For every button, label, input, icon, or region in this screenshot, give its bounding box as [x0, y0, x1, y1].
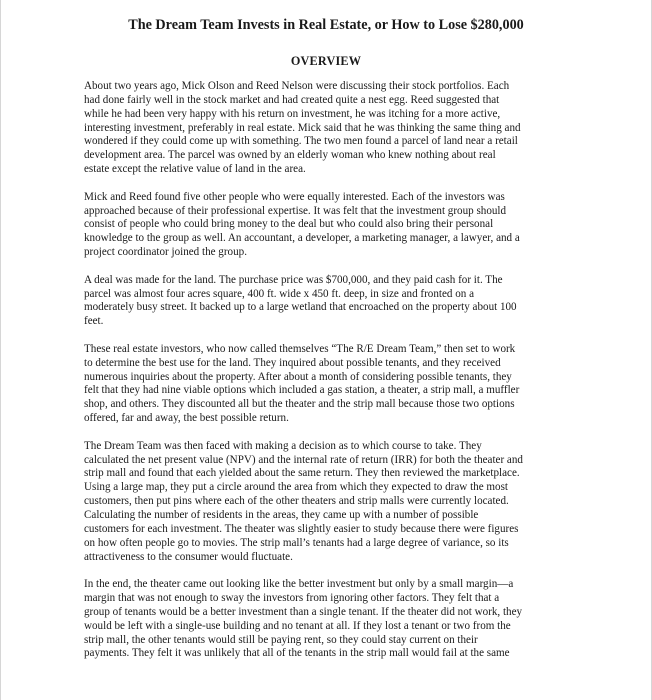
- text-line: shop, and others. They discounted all but the theater and the strip mall because those two options: [84, 398, 515, 411]
- text-line: interesting investment, preferably in real estate. Mick said that he was thinking the same thing and: [84, 121, 521, 134]
- section-heading-overview: OVERVIEW: [290, 54, 362, 68]
- text-line: had done fairly well in the stock market and had created quite a nest egg. Reed suggested that: [84, 93, 500, 106]
- text-line: customers, then put pins where each of the other theaters and strip malls were currently located.: [84, 495, 509, 508]
- text-line: wondered if they could come up with something. The two men found a parcel of land near a retail: [84, 135, 518, 148]
- paragraph-5: [84, 440, 574, 565]
- text-line: moderately busy street. It backed up to a large wetland that encroached on the property about 100: [84, 301, 517, 314]
- text-line: strip mall and found that each yielded about the same return. They then reviewed the marketplace.: [84, 467, 520, 480]
- text-line: to determine the best use for the land. They inquired about possible tenants, and they received: [84, 356, 501, 369]
- text-line: parcel was almost four acres square, 400 ft. wide x 450 ft. deep, in size and fronted on a: [84, 287, 474, 300]
- text-line: strip mall, the other tenants would still be paying rent, so they could stay current on their: [84, 633, 478, 646]
- text-line: consist of people who could bring money to the deal but who could also bring their personal: [84, 218, 494, 231]
- text-line: In the end, the theater came out looking like the better investment but only by a small margin—a: [84, 578, 514, 591]
- text-line: estate except the relative value of land in the area.: [84, 163, 306, 176]
- text-line: margin that was not enough to sway the investors from ignoring other factors. They felt that a: [84, 591, 500, 604]
- text-line: knowledge to the group as well. An accountant, a developer, a marketing manager, a lawyer, and a: [84, 232, 520, 245]
- text-line: customers for each investment. The theater was slightly easier to study because there were figures: [84, 522, 519, 535]
- paragraph-2: [84, 191, 574, 260]
- text-line: numerous inquiries about the property. After about a month of considering possible tenants, they: [84, 370, 512, 383]
- text-line: feet.: [84, 315, 104, 328]
- text-line: while he had been very happy with his return on investment, he was itching for a more active,: [84, 107, 501, 120]
- text-line: payments. They felt it was unlikely that all of the tenants in the strip mall would fail at the same: [84, 647, 510, 660]
- text-line: Using a large map, they put a circle around the area from which they expected to draw the most: [84, 481, 508, 494]
- text-line: offered, far and away, the best possible return.: [84, 412, 289, 425]
- text-line: approached because of their professional expertise. It was felt that the investment group should: [84, 204, 507, 217]
- paragraph-4: [84, 343, 574, 426]
- text-line: These real estate investors, who now called themselves “The R/E Dream Team,” then set to work: [84, 342, 516, 355]
- paragraph-1: [84, 80, 574, 177]
- text-line: group of tenants would be a better investment than a single tenant. If the theater did not work, they: [84, 605, 523, 618]
- document-body: [84, 80, 574, 675]
- document-title: The Dream Team Invests in Real Estate, or How to Lose $280,000: [128, 17, 524, 33]
- text-line: calculated the net present value (NPV) and the internal rate of return (IRR) for both the theater and: [84, 453, 523, 466]
- paragraph-3: [84, 274, 574, 329]
- text-line: development area. The parcel was owned by an elderly woman who knew nothing about real: [84, 149, 496, 162]
- text-line: The Dream Team was then faced with making a decision as to which course to take. They: [84, 439, 482, 452]
- text-line: felt that they had nine viable options which included a gas station, a theater, a strip mall, a muffler: [84, 384, 520, 397]
- text-line: would be left with a single-use building and no tenant at all. If they lost a tenant or two from the: [84, 619, 511, 632]
- text-line: on how often people go to movies. The strip mall’s tenants had a large degree of variance, so its: [84, 536, 509, 549]
- text-line: About two years ago, Mick Olson and Reed Nelson were discussing their stock portfolios. Each: [84, 80, 510, 92]
- text-line: project coordinator joined the group.: [84, 246, 247, 259]
- text-line: A deal was made for the land. The purchase price was $700,000, and they paid cash for it. The: [84, 273, 503, 286]
- text-line: Mick and Reed found five other people who were equally interested. Each of the investors was: [84, 190, 505, 203]
- text-line: attractiveness to the consumer would fluctuate.: [84, 550, 293, 563]
- text-line: Calculating the number of residents in the areas, they came up with a number of possible: [84, 508, 479, 521]
- paragraph-6: [84, 578, 574, 661]
